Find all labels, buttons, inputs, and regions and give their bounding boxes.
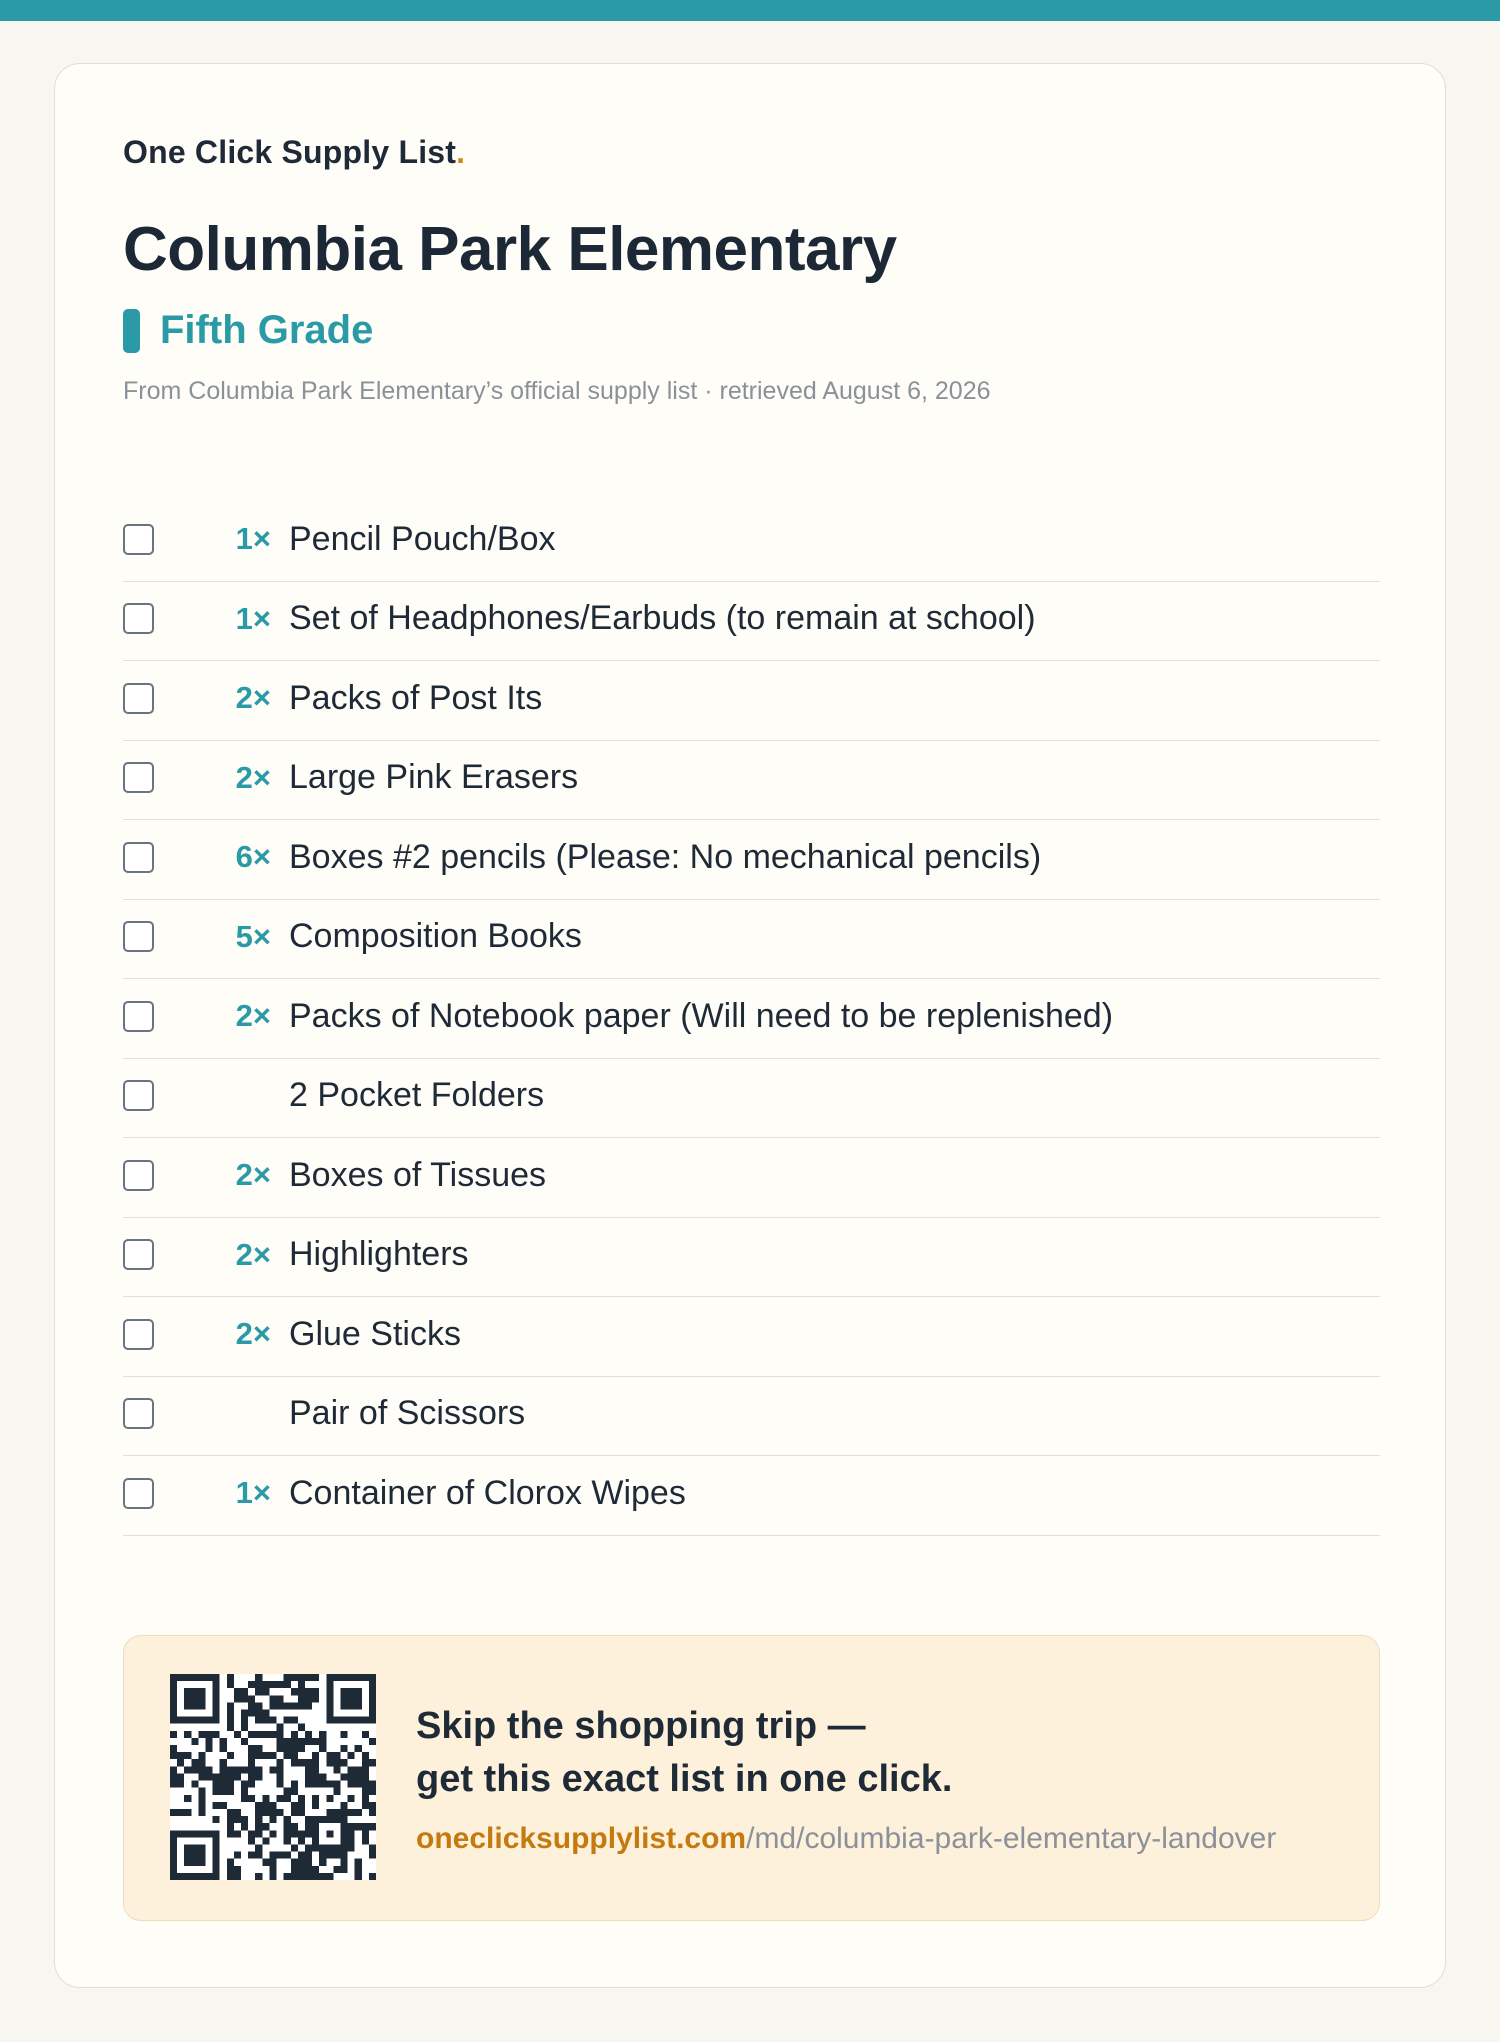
list-item	[123, 900, 1380, 980]
list-item	[123, 741, 1380, 821]
promo-url-path: /md/columbia-park-elementary-landover	[746, 1822, 1277, 1855]
item-quantity: 2×	[235, 1236, 271, 1272]
list-item	[123, 1138, 1380, 1218]
item-name: Set of Headphones/Earbuds (to remain at school)	[289, 599, 1036, 638]
item-quantity: 2×	[235, 680, 271, 716]
item-quantity: 2×	[235, 1316, 271, 1352]
checkbox[interactable]	[123, 683, 154, 714]
checkbox[interactable]	[123, 1080, 154, 1111]
list-item	[123, 1297, 1380, 1377]
checkbox[interactable]	[123, 1001, 154, 1032]
list-item	[123, 820, 1380, 900]
source-note: From Columbia Park Elementary’s official supply list · retrieved August 6, 2026	[123, 377, 991, 405]
list-item	[123, 1059, 1380, 1139]
checkbox[interactable]	[123, 1160, 154, 1191]
list-item	[123, 979, 1380, 1059]
promo-url-domain: oneclicksupplylist.com	[416, 1822, 747, 1855]
checkbox[interactable]	[123, 1478, 154, 1509]
item-name: Glue Sticks	[289, 1314, 461, 1353]
item-quantity: 1×	[235, 521, 271, 557]
brand-logo	[123, 134, 465, 171]
promo-box	[123, 1635, 1380, 1921]
list-item	[123, 1218, 1380, 1298]
item-name: Packs of Post Its	[289, 678, 543, 717]
item-quantity: 2×	[235, 998, 271, 1034]
list-item	[123, 1377, 1380, 1457]
school-title: Columbia Park Elementary	[123, 215, 897, 284]
item-name: Packs of Notebook paper (Will need to be replenished)	[289, 996, 1114, 1035]
list-item	[123, 1456, 1380, 1536]
item-quantity: 1×	[235, 600, 271, 636]
item-quantity: 1×	[235, 1475, 271, 1511]
top-accent-bar	[0, 0, 1500, 21]
brand-name: One Click Supply List	[123, 134, 457, 170]
item-name: Pencil Pouch/Box	[289, 519, 556, 558]
item-name: Boxes #2 pencils (Please: No mechanical pencils)	[289, 837, 1042, 876]
item-quantity: 2×	[235, 759, 271, 795]
list-item	[123, 582, 1380, 662]
checkbox[interactable]	[123, 1398, 154, 1429]
item-name: Highlighters	[289, 1235, 469, 1274]
checkbox[interactable]	[123, 921, 154, 952]
checkbox[interactable]	[123, 1239, 154, 1270]
promo-headline	[416, 1700, 952, 1806]
checkbox[interactable]	[123, 524, 154, 555]
item-quantity: 6×	[235, 839, 271, 875]
item-name: 2 Pocket Folders	[289, 1076, 545, 1115]
promo-headline-line2: get this exact list in one click.	[416, 1758, 953, 1800]
grade-heading	[123, 308, 373, 353]
list-item	[123, 502, 1380, 582]
item-name: Large Pink Erasers	[289, 758, 579, 797]
grade-label: Fifth Grade	[160, 308, 374, 352]
item-name: Composition Books	[289, 917, 582, 956]
item-name: Boxes of Tissues	[289, 1155, 547, 1194]
qr-code-icon[interactable]	[170, 1674, 376, 1880]
checkbox[interactable]	[123, 1319, 154, 1350]
supply-list	[123, 502, 1380, 1536]
checkbox[interactable]	[123, 842, 154, 873]
promo-link[interactable]	[416, 1822, 1276, 1856]
list-item	[123, 661, 1380, 741]
item-name: Pair of Scissors	[289, 1394, 526, 1433]
item-name: Container of Clorox Wipes	[289, 1473, 686, 1512]
item-quantity: 2×	[235, 1157, 271, 1193]
checkbox[interactable]	[123, 762, 154, 793]
grade-marker	[123, 309, 140, 353]
promo-headline-line1: Skip the shopping trip —	[416, 1705, 866, 1747]
item-quantity: 5×	[235, 918, 271, 954]
brand-dot: .	[456, 134, 466, 170]
supply-list-card	[54, 63, 1446, 1988]
checkbox[interactable]	[123, 603, 154, 634]
